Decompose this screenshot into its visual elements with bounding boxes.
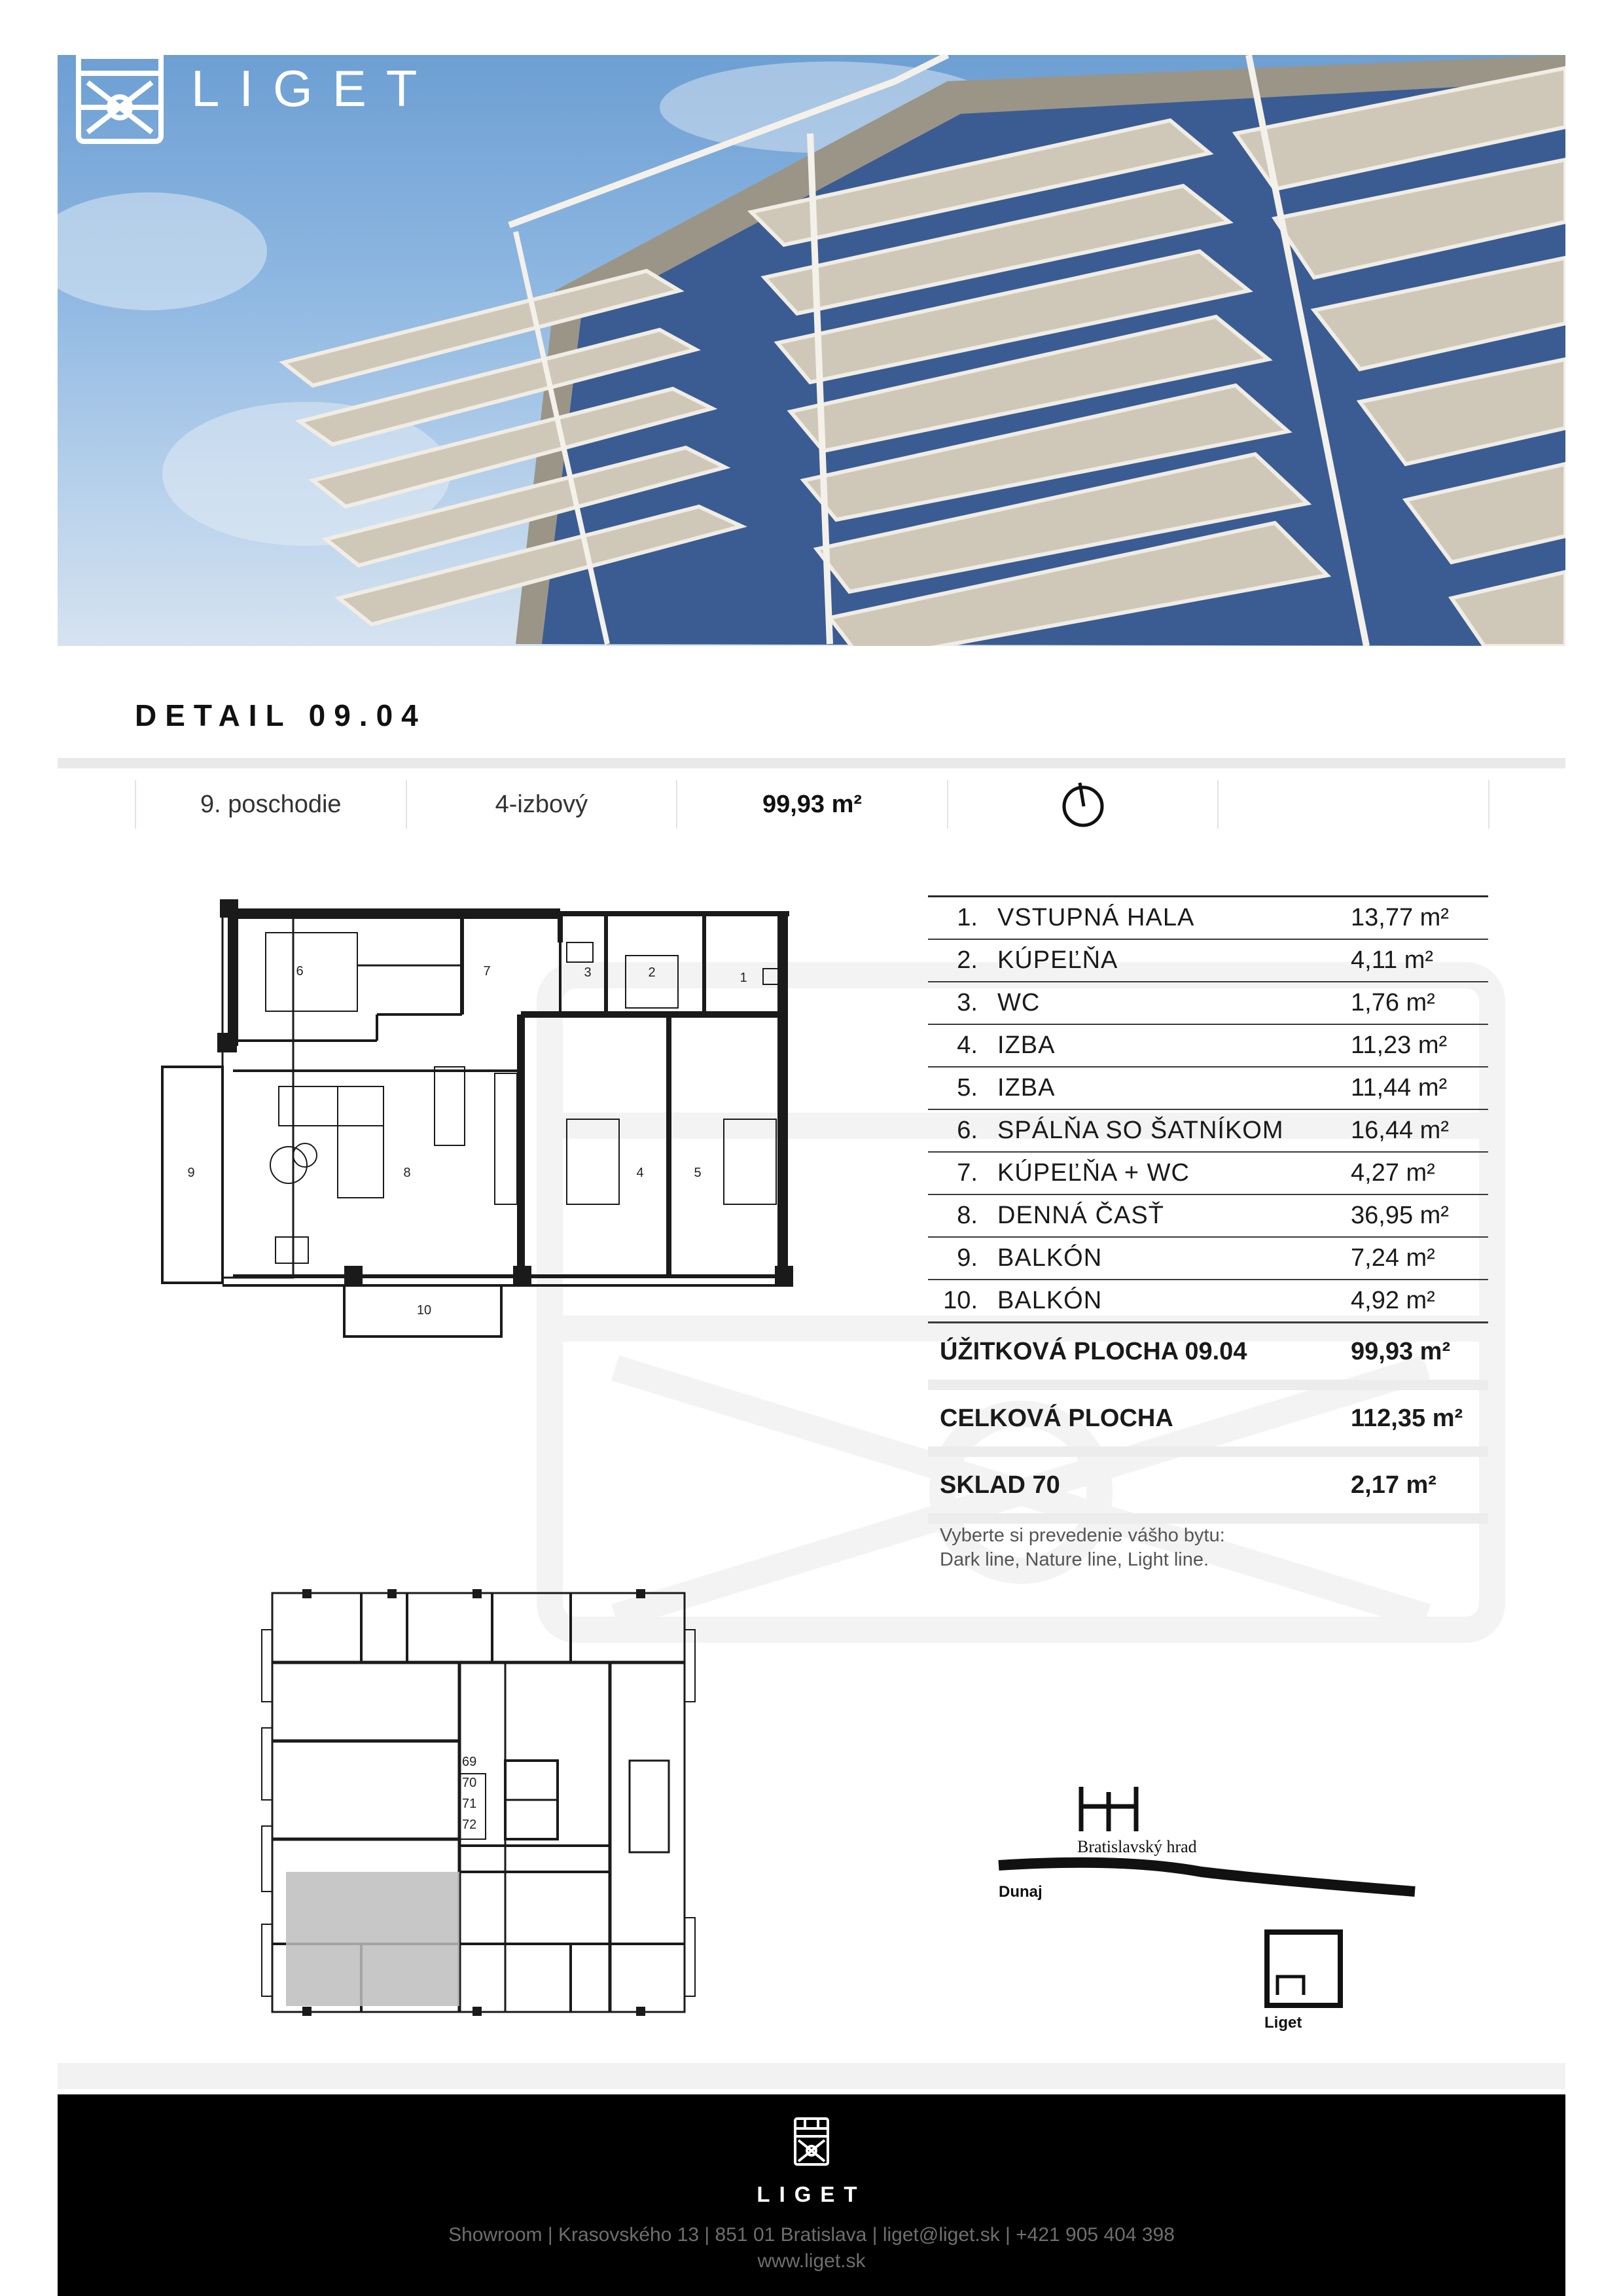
layout-info: 4-izbový xyxy=(406,780,677,829)
room-name: BALKÓN xyxy=(997,1244,1103,1272)
variant-note-line: Vyberte si prevedenie vášho bytu: xyxy=(940,1525,1225,1546)
room-label-2: 2 xyxy=(648,965,656,980)
summary-name: CELKOVÁ PLOCHA xyxy=(940,1404,1173,1432)
room-number: 2. xyxy=(957,946,978,974)
site-marker-icon xyxy=(1267,1932,1340,2005)
summary-name: SKLAD 70 xyxy=(940,1471,1060,1499)
title-divider xyxy=(58,758,1565,768)
storage-label-71: 71 xyxy=(462,1797,477,1811)
room-name: VSTUPNÁ HALA xyxy=(997,904,1195,931)
room-area: 36,95 m² xyxy=(1351,1202,1449,1229)
room-name: DENNÁ ČASŤ xyxy=(997,1202,1164,1229)
orientation-cell xyxy=(947,780,1218,829)
summary-name: ÚŽITKOVÁ PLOCHA 09.04 xyxy=(940,1337,1247,1365)
room-number: 9. xyxy=(957,1244,978,1272)
room-label-4: 4 xyxy=(636,1166,644,1180)
hero-building-photo xyxy=(58,55,1565,646)
table-row xyxy=(928,1025,1488,1067)
table-row xyxy=(928,1280,1488,1323)
room-number: 8. xyxy=(957,1202,978,1229)
table-row xyxy=(928,940,1488,982)
page-title: DETAIL 09.04 xyxy=(135,698,427,732)
room-number: 7. xyxy=(957,1159,978,1187)
room-label-9: 9 xyxy=(187,1166,195,1180)
room-area: 1,76 m² xyxy=(1351,989,1435,1016)
room-area: 16,44 m² xyxy=(1351,1117,1449,1144)
storage-label-69: 69 xyxy=(462,1755,477,1769)
footer-contact-info: Showroom | Krasovského 13 | 851 01 Bratislava | liget@liget.sk | +421 905 404 398 xyxy=(448,2224,1175,2246)
room-number: 4. xyxy=(957,1031,978,1059)
table-row xyxy=(928,1153,1488,1195)
storage-label-72: 72 xyxy=(462,1818,477,1832)
room-number: 5. xyxy=(957,1074,978,1102)
area-info: 99,93 m² xyxy=(676,780,947,829)
room-number: 6. xyxy=(957,1117,978,1144)
summary-area: 99,93 m² xyxy=(1351,1337,1451,1365)
room-label-1: 1 xyxy=(740,971,747,985)
room-name: WC xyxy=(997,989,1041,1016)
footer-band xyxy=(58,2063,1565,2089)
room-label-5: 5 xyxy=(694,1166,702,1180)
summary-area: 2,17 m² xyxy=(1351,1471,1436,1499)
room-area: 11,44 m² xyxy=(1351,1074,1448,1102)
storage-label-70: 70 xyxy=(462,1776,477,1790)
compass-north-icon xyxy=(1060,781,1106,827)
hero-brand-name: LIGET xyxy=(191,60,437,117)
floor-info: 9. poschodie xyxy=(135,780,406,829)
variant-note xyxy=(940,1524,1476,1572)
castle-icon xyxy=(1081,1787,1136,1831)
room-number: 10. xyxy=(943,1287,978,1314)
room-area: 13,77 m² xyxy=(1351,904,1449,931)
table-row xyxy=(928,1110,1488,1153)
river-label: Dunaj xyxy=(999,1883,1043,1901)
apartment-floor-plan xyxy=(154,890,809,1342)
building-floor-plan xyxy=(257,1577,702,2029)
room-label-8: 8 xyxy=(403,1166,411,1180)
summary-row-usable-area xyxy=(928,1323,1488,1390)
liget-logo-icon xyxy=(76,30,164,144)
castle-label: Bratislavský hrad xyxy=(1077,1837,1197,1856)
room-number: 3. xyxy=(957,989,978,1016)
site-label: Liget xyxy=(1264,2014,1302,2032)
table-row xyxy=(928,1067,1488,1110)
summary-row-storage xyxy=(928,1457,1488,1524)
footer-brand-name: LIGET xyxy=(757,2182,866,2206)
room-name: KÚPEĽŇA xyxy=(997,946,1118,974)
room-name: IZBA xyxy=(997,1074,1056,1102)
footer-website-link[interactable]: www.liget.sk xyxy=(757,2250,866,2272)
variant-note-line: Dark line, Nature line, Light line. xyxy=(940,1549,1209,1570)
room-area: 4,27 m² xyxy=(1351,1159,1435,1187)
room-label-10: 10 xyxy=(416,1303,432,1318)
table-row xyxy=(928,1238,1488,1280)
river-line xyxy=(999,1863,1415,1892)
empty-info-cell xyxy=(1217,780,1489,829)
table-row xyxy=(928,895,1488,940)
room-area: 4,92 m² xyxy=(1351,1287,1435,1314)
room-number: 1. xyxy=(957,904,978,931)
table-row xyxy=(928,1195,1488,1238)
room-name: KÚPEĽŇA + WC xyxy=(997,1159,1190,1187)
building-facade-illustration xyxy=(58,55,1565,646)
room-area: 4,11 m² xyxy=(1351,946,1434,974)
footer-logo-icon xyxy=(793,2117,830,2166)
room-label-3: 3 xyxy=(584,965,592,980)
room-area-table xyxy=(928,895,1488,1524)
room-name: IZBA xyxy=(997,1031,1056,1059)
summary-row-total-area xyxy=(928,1390,1488,1457)
table-row xyxy=(928,982,1488,1025)
room-name: SPÁLŇA SO ŠATNÍKOM xyxy=(997,1117,1284,1144)
highlighted-apartment xyxy=(286,1872,459,2006)
room-area: 11,23 m² xyxy=(1351,1031,1448,1059)
apartment-info-strip xyxy=(135,780,1489,829)
room-area: 7,24 m² xyxy=(1351,1244,1435,1272)
room-label-7: 7 xyxy=(483,964,491,978)
room-name: BALKÓN xyxy=(997,1287,1103,1314)
summary-area: 112,35 m² xyxy=(1351,1404,1463,1432)
room-label-6: 6 xyxy=(296,964,304,978)
location-map xyxy=(992,1780,1437,2055)
